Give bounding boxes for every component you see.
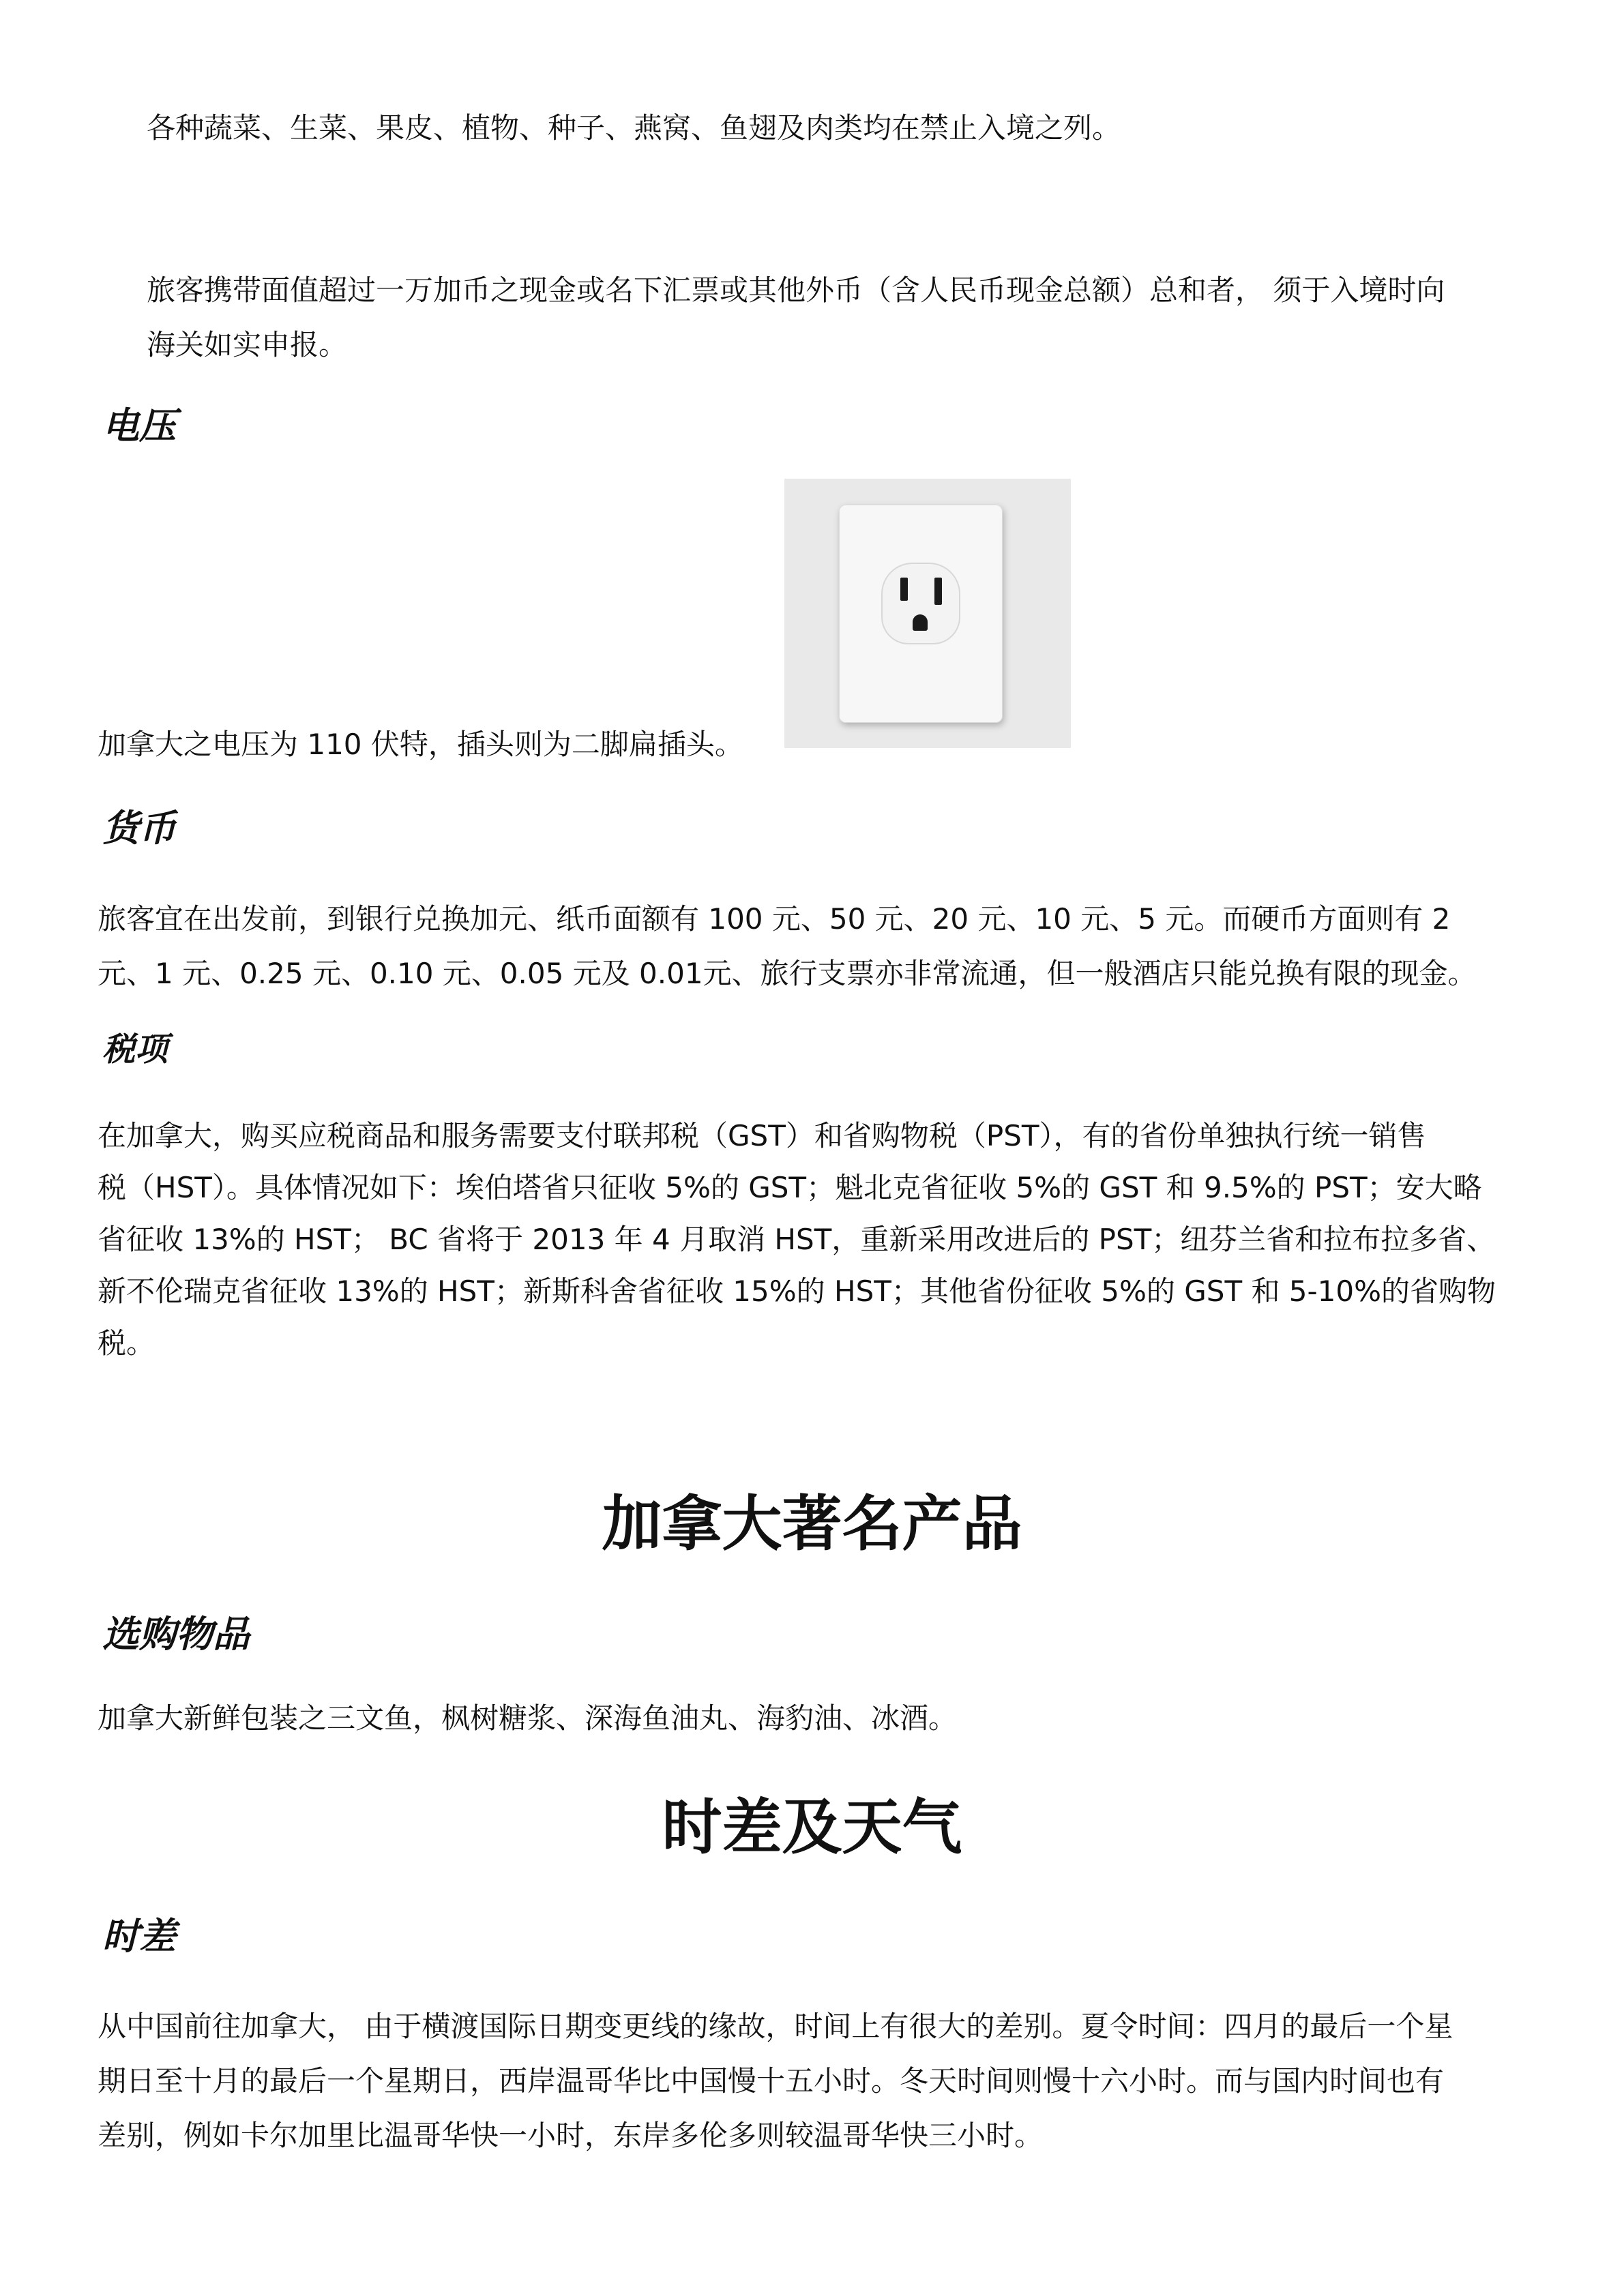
outlet-socket-icon bbox=[881, 563, 960, 644]
time-weather-title: 时差及天气 bbox=[662, 1792, 962, 1862]
outlet-slot-left bbox=[900, 578, 908, 601]
outlet-plate bbox=[839, 505, 1003, 723]
customs-cash-line-1: 旅客携带面值超过一万加币之现金或名下汇票或其他外币（含人民币现金总额）总和者， 须于入境时向 bbox=[147, 273, 1445, 307]
tax-line-3: 省征收 13%的 HST； BC 省将于 2013 年 4 月取消 HST，重新采用改进后的 PST；纽芬兰省和拉布拉多省、 bbox=[98, 1223, 1496, 1256]
tax-heading: 税项 bbox=[102, 1030, 168, 1069]
time-difference-line-1: 从中国前往加拿大， 由于横渡国际日期变更线的缘故，时间上有很大的差别。夏令时间：四月的最后一个星 bbox=[98, 2010, 1453, 2043]
voltage-heading: 电压 bbox=[102, 404, 176, 447]
customs-prohibited-text: 各种蔬菜、生菜、果皮、植物、种子、燕窝、鱼翅及肉类均在禁止入境之列。 bbox=[147, 111, 1121, 145]
power-outlet-image bbox=[784, 479, 1071, 748]
outlet-ground-hole bbox=[913, 614, 928, 631]
currency-line-2: 元、1 元、0.25 元、0.10 元、0.05 元及 0.01元、旅行支票亦非常流通，但一般酒店只能兑换有限的现金。 bbox=[98, 957, 1477, 990]
time-difference-line-3: 差别，例如卡尔加里比温哥华快一小时，东岸多伦多则较温哥华快三小时。 bbox=[98, 2119, 1044, 2152]
tax-line-5: 税。 bbox=[98, 1326, 156, 1360]
voltage-text: 加拿大之电压为 110 伏特，插头则为二脚扁插头。 bbox=[98, 728, 743, 761]
customs-cash-line-2: 海关如实申报。 bbox=[147, 328, 348, 361]
products-title: 加拿大著名产品 bbox=[602, 1489, 1022, 1559]
time-difference-heading: 时差 bbox=[102, 1915, 176, 1958]
currency-heading: 货币 bbox=[102, 807, 176, 850]
currency-line-1: 旅客宜在出发前，到银行兑换加元、纸币面额有 100 元、50 元、20 元、10 元、5 元。而硬币方面则有 2 bbox=[98, 902, 1451, 936]
products-text: 加拿大新鲜包装之三文鱼，枫树糖浆、深海鱼油丸、海豹油、冰酒。 bbox=[98, 1701, 958, 1735]
products-heading: 选购物品 bbox=[102, 1613, 250, 1656]
tax-line-4: 新不伦瑞克省征收 13%的 HST；新斯科舍省征收 15%的 HST；其他省份征收 5%的 GST 和 5-10%的省购物 bbox=[98, 1274, 1496, 1308]
tax-line-1: 在加拿大，购买应税商品和服务需要支付联邦税（GST）和省购物税（PST），有的省份单独执行统一销售 bbox=[98, 1119, 1426, 1152]
time-difference-line-2: 期日至十月的最后一个星期日，西岸温哥华比中国慢十五小时。冬天时间则慢十六小时。而与国内时间也有 bbox=[98, 2064, 1445, 2098]
tax-line-2: 税（HST）。具体情况如下：埃伯塔省只征收 5%的 GST；魁北克省征收 5%的 GST 和 9.5%的 PST；安大略 bbox=[98, 1171, 1482, 1204]
outlet-slot-right bbox=[934, 578, 942, 605]
